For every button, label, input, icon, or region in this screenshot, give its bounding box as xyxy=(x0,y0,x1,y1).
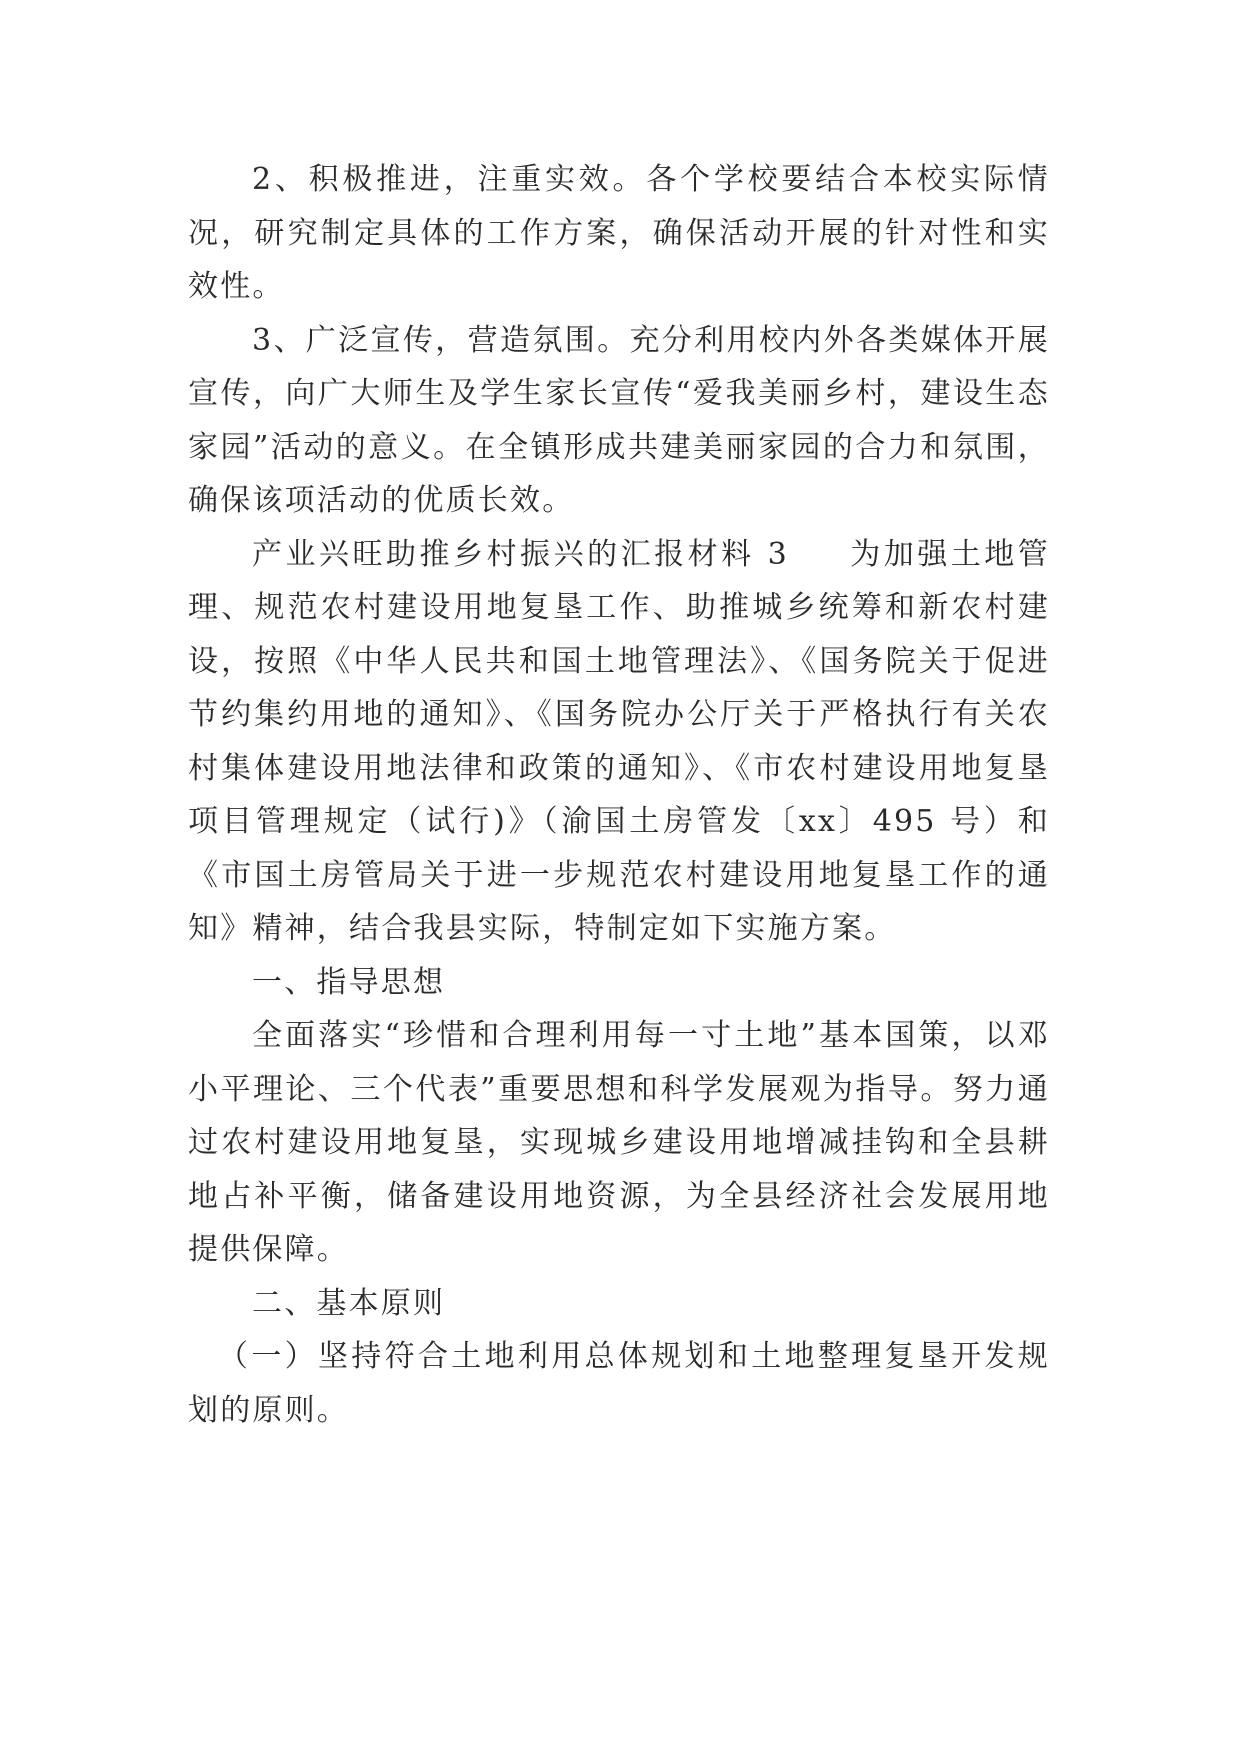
principle-item-1: （一）坚持符合土地利用总体规划和土地整理复垦开发规划的原则。 xyxy=(188,1339,1050,1428)
document-body xyxy=(188,153,1050,1437)
heading-basic-principles: 二、基本原则 xyxy=(252,1285,446,1321)
section-intro: 为加强土地管理、规范农村建设用地复垦工作、助推城乡统筹和新农村建设，按照《中华人民共和国土地管理法》、《国务院关于促进节约集约用地的通知》、《国务院办公厅关于严格执行有关农村集体建设用地法律和政策的通知》、《市农村建设用地复垦项目管理规定（试行)》（渝国土房管发〔xx〕495 号）和《市国土房管局关于进一步规范农村建设用地复垦工作的通知》精神，结合我县实际，特制定如下实施方案。 xyxy=(188,536,1050,946)
paragraph-item-2: 2、积极推进，注重实效。各个学校要结合本校实际情况，研究制定具体的工作方案，确保活动开展的针对性和实效性。 xyxy=(188,162,1050,304)
section-heading: 产业兴旺助推乡村振兴的汇报材料 3 xyxy=(252,536,789,572)
heading-guiding-ideology: 一、指导思想 xyxy=(252,964,446,1000)
paragraph-item-3: 3、广泛宣传，营造氛围。充分利用校内外各类媒体开展宣传，向广大师生及学生家长宣传“爱我美丽乡村，建设生态家园”活动的意义。在全镇形成共建美丽家园的合力和氛围，确保该项活动的优质长效。 xyxy=(188,322,1050,518)
section-paragraph xyxy=(188,528,1050,956)
paragraph-guiding-ideology: 全面落实“珍惜和合理利用每一寸土地”基本国策，以邓小平理论、三个代表”重要思想和科学发展观为指导。努力通过农村建设用地复垦，实现城乡建设用地增减挂钩和全县耕地占补平衡，储备建设用地资源，为全县经济社会发展用地提供保障。 xyxy=(188,1018,1050,1267)
